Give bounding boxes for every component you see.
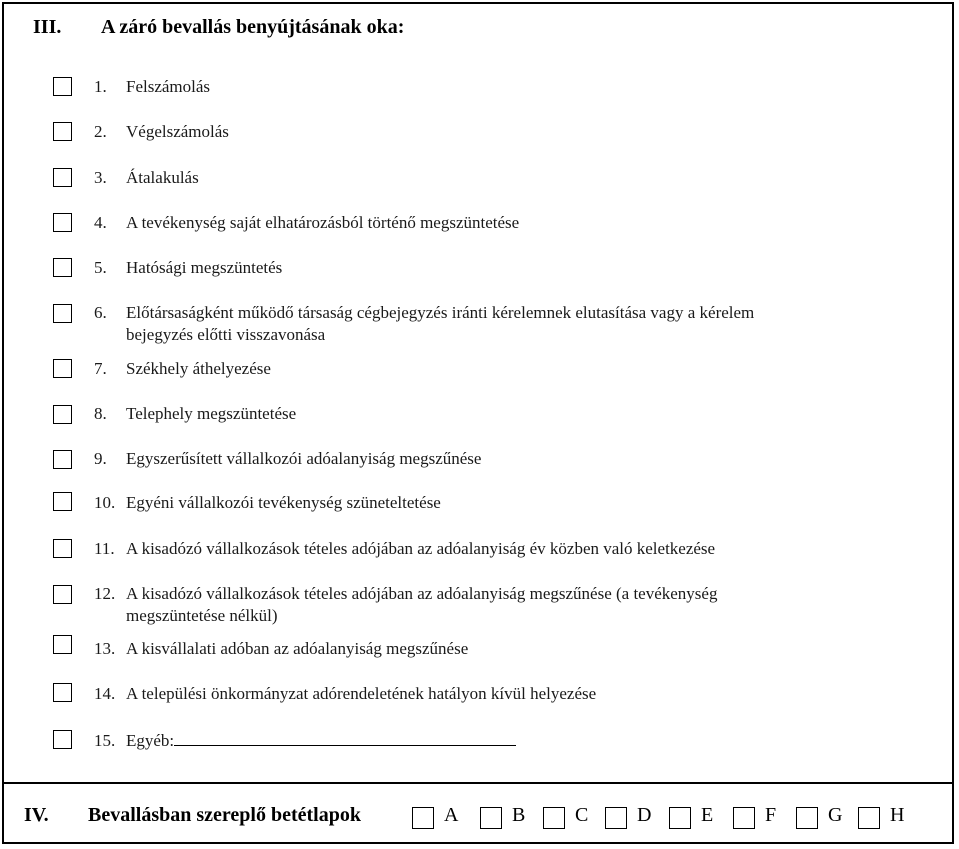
sheet-label: E: [701, 804, 714, 826]
reason-number: 10.: [94, 493, 116, 512]
checkbox-reason-4[interactable]: [53, 213, 72, 232]
reason-label: Előtársaságként működő társaság cégbejegyzés iránti kérelemnek elutasítása vagy a kérelem: [126, 303, 755, 322]
reason-number: 1.: [94, 77, 107, 96]
reason-label: Egyszerűsített vállalkozói adóalanyiság megszűnése: [126, 449, 482, 468]
reason-number: 7.: [94, 359, 107, 378]
section-iv-title: Bevallásban szereplő betétlapok: [88, 804, 361, 826]
reason-number: 6.: [94, 303, 107, 322]
reason-label: A kisadózó vállalkozások tételes adójában az adóalanyiság megszűnése (a tevékenység: [126, 584, 718, 603]
reason-number: 8.: [94, 404, 107, 423]
checkbox-sheet-a[interactable]: [412, 807, 434, 829]
sheet-label: D: [637, 804, 652, 826]
checkbox-reason-8[interactable]: [53, 405, 72, 424]
other-reason-input-line[interactable]: [174, 731, 516, 746]
reason-label: Végelszámolás: [126, 122, 229, 141]
reason-label: Egyéb:: [126, 731, 175, 750]
checkbox-sheet-d[interactable]: [605, 807, 627, 829]
checkbox-reason-3[interactable]: [53, 168, 72, 187]
checkbox-reason-9[interactable]: [53, 450, 72, 469]
checkbox-reason-14[interactable]: [53, 683, 72, 702]
reason-label: A kisadózó vállalkozások tételes adójában az adóalanyiság év közben való keletkezése: [126, 539, 716, 558]
section-divider: [2, 782, 954, 784]
reason-number: 13.: [94, 639, 116, 658]
sheet-label: H: [890, 804, 905, 826]
reason-label: Telephely megszüntetése: [126, 404, 297, 423]
sheet-label: A: [444, 804, 459, 826]
checkbox-reason-11[interactable]: [53, 539, 72, 558]
reason-label-continued: bejegyzés előtti visszavonása: [126, 325, 326, 344]
checkbox-reason-13[interactable]: [53, 635, 72, 654]
checkbox-sheet-b[interactable]: [480, 807, 502, 829]
checkbox-sheet-h[interactable]: [858, 807, 880, 829]
section-iii-number: III.: [33, 16, 62, 38]
checkbox-sheet-f[interactable]: [733, 807, 755, 829]
checkbox-reason-5[interactable]: [53, 258, 72, 277]
reason-label: A tevékenység saját elhatározásból történő megszüntetése: [126, 213, 520, 232]
section-iv-number: IV.: [24, 804, 49, 826]
sheet-label: B: [512, 804, 526, 826]
reason-number: 15.: [94, 731, 116, 750]
checkbox-reason-6[interactable]: [53, 304, 72, 323]
sheet-label: F: [765, 804, 777, 826]
reason-label: Egyéni vállalkozói tevékenység szüneteltetése: [126, 493, 441, 512]
reason-number: 12.: [94, 584, 116, 603]
reason-number: 4.: [94, 213, 107, 232]
reason-label: Hatósági megszüntetés: [126, 258, 283, 277]
reason-number: 3.: [94, 168, 107, 187]
sheet-label: G: [828, 804, 843, 826]
checkbox-reason-10[interactable]: [53, 492, 72, 511]
checkbox-reason-12[interactable]: [53, 585, 72, 604]
checkbox-reason-7[interactable]: [53, 359, 72, 378]
reason-number: 2.: [94, 122, 107, 141]
reason-label: A kisvállalati adóban az adóalanyiság megszűnése: [126, 639, 469, 658]
checkbox-sheet-e[interactable]: [669, 807, 691, 829]
reason-number: 5.: [94, 258, 107, 277]
sheet-label: C: [575, 804, 589, 826]
reason-label: Átalakulás: [126, 168, 199, 187]
reason-label: Székhely áthelyezése: [126, 359, 271, 378]
checkbox-reason-2[interactable]: [53, 122, 72, 141]
reason-label: Felszámolás: [126, 77, 211, 96]
reason-number: 9.: [94, 449, 107, 468]
reason-number: 11.: [94, 539, 115, 558]
reason-number: 14.: [94, 684, 116, 703]
checkbox-sheet-g[interactable]: [796, 807, 818, 829]
checkbox-sheet-c[interactable]: [543, 807, 565, 829]
section-iii-title: A záró bevallás benyújtásának oka:: [101, 16, 405, 38]
checkbox-reason-15[interactable]: [53, 730, 72, 749]
reason-label-continued: megszüntetése nélkül): [126, 606, 278, 625]
reason-label: A települési önkormányzat adórendeletének hatályon kívül helyezése: [126, 684, 597, 703]
checkbox-reason-1[interactable]: [53, 77, 72, 96]
